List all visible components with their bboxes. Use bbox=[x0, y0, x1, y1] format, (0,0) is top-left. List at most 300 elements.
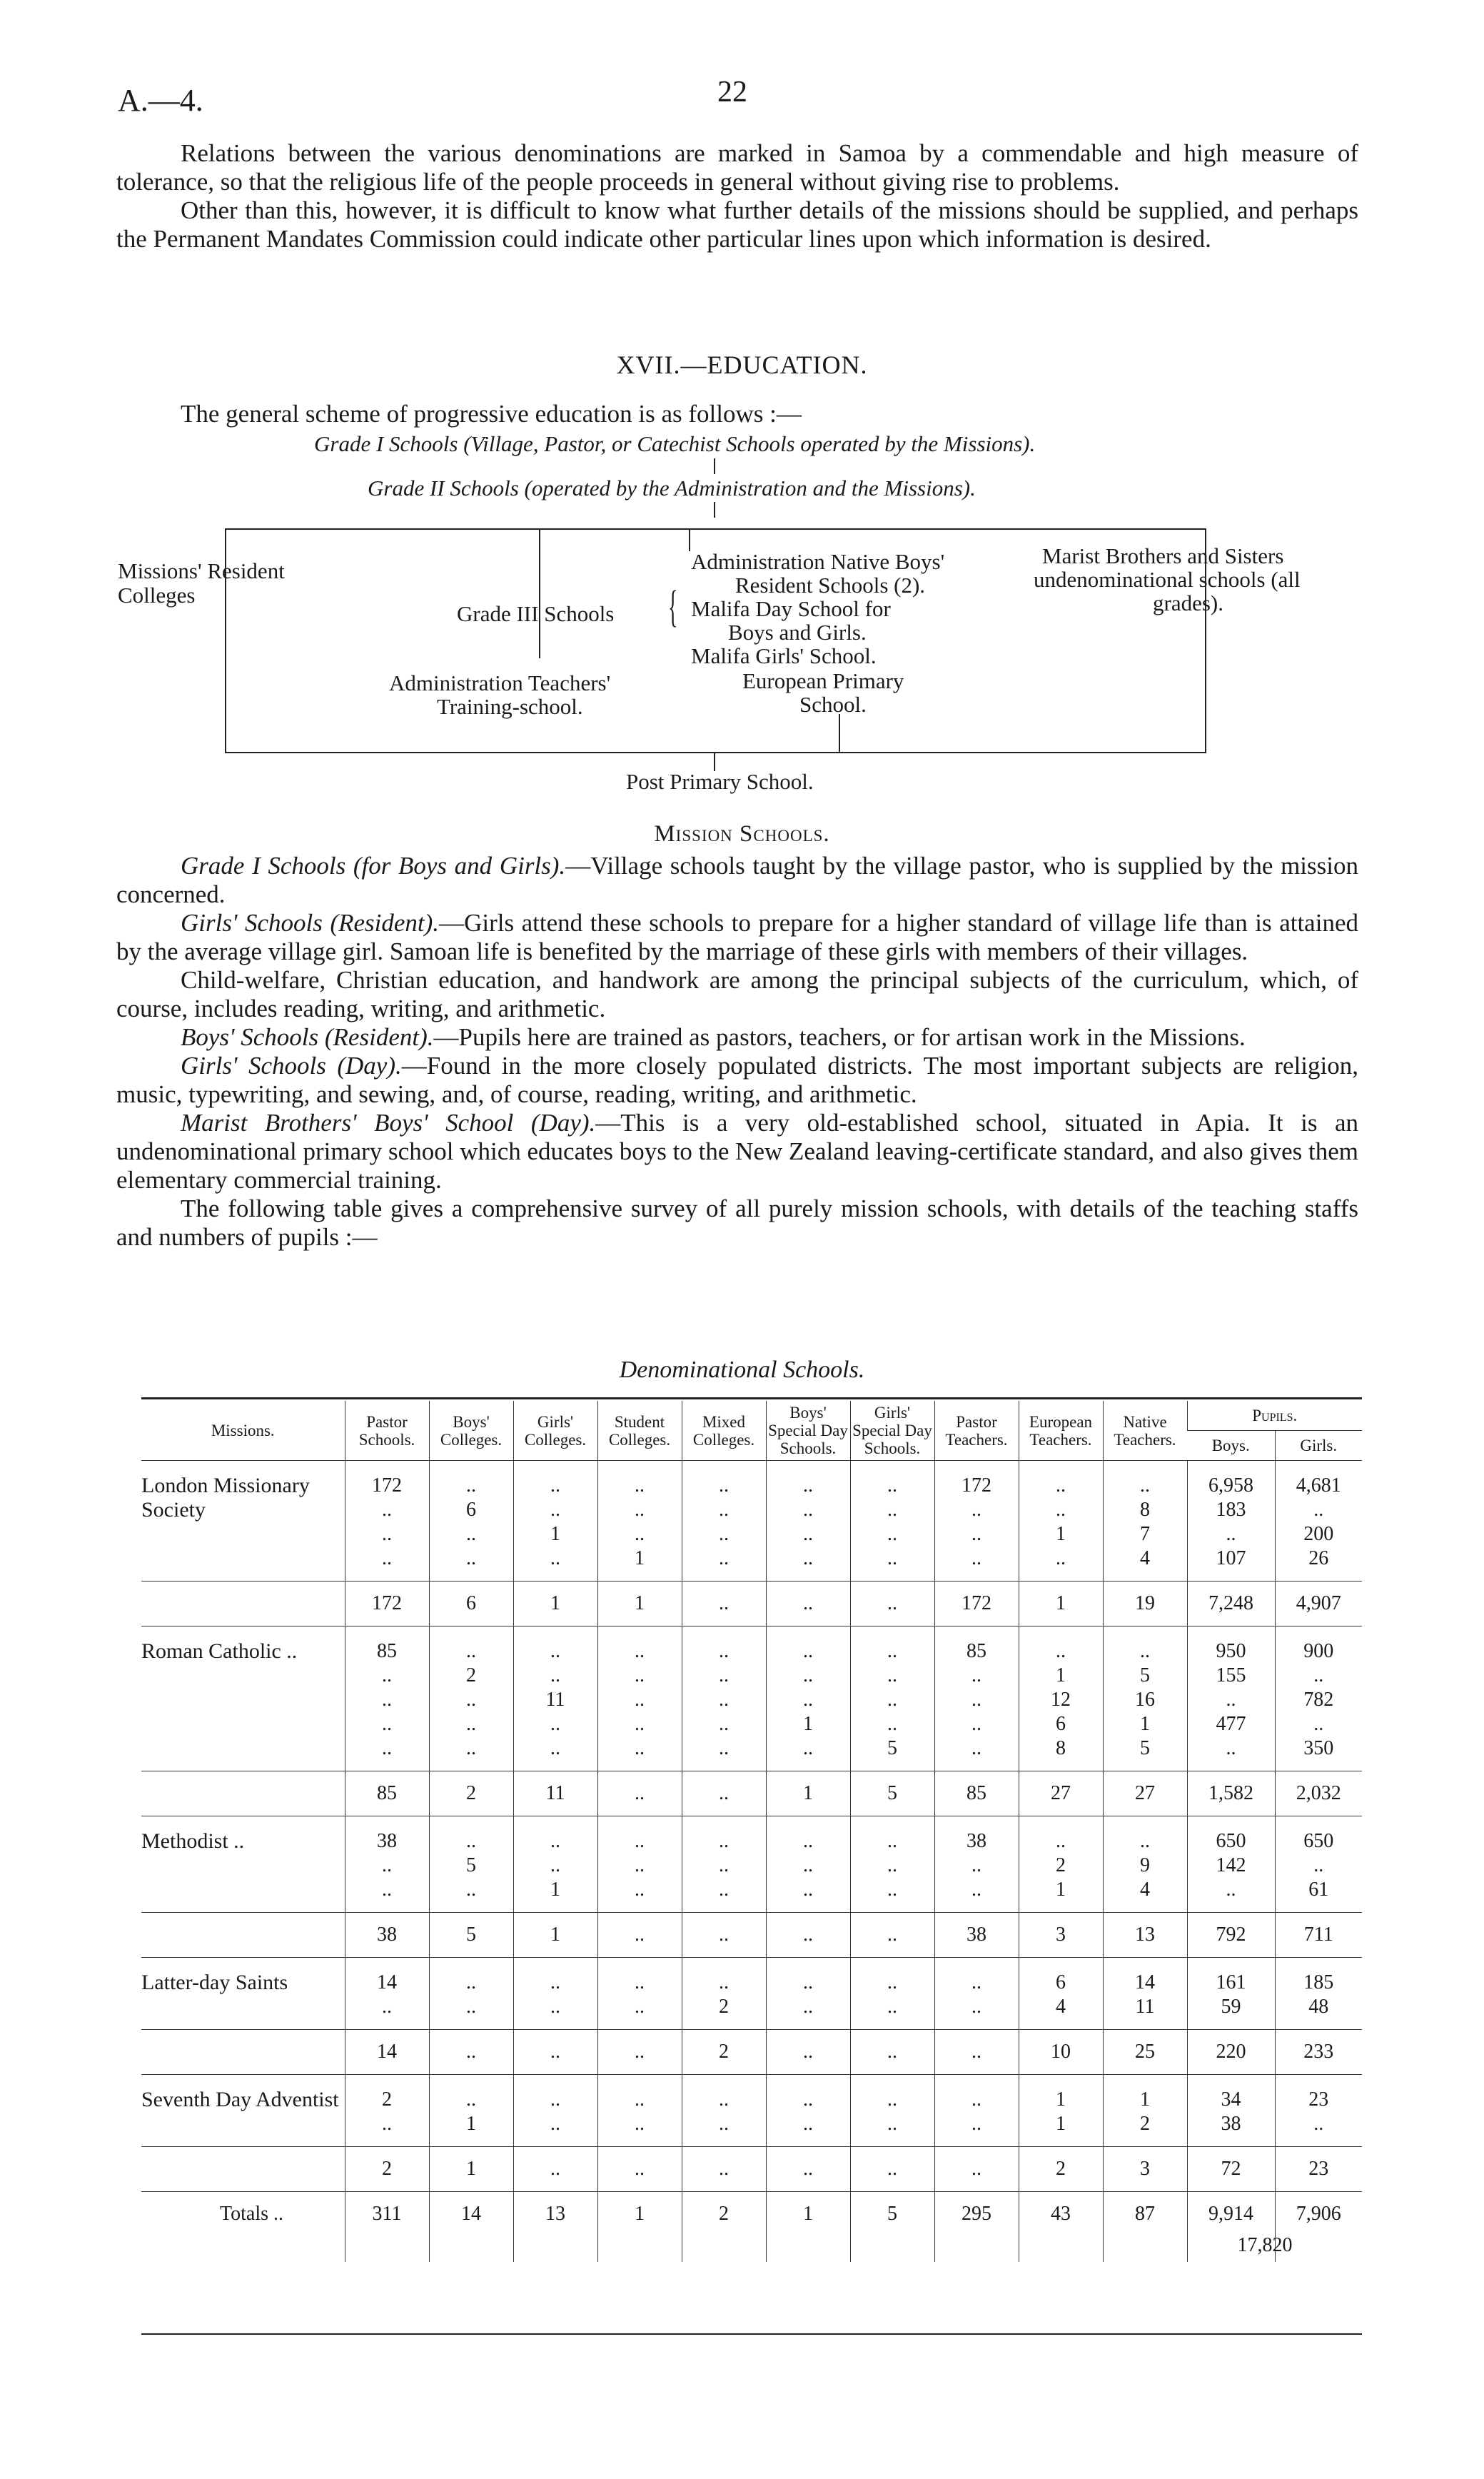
table-cell bbox=[1103, 1958, 1187, 2030]
subtotal-cell: .. bbox=[766, 2147, 850, 2192]
col-missions: Missions. bbox=[141, 1401, 345, 1461]
cell-value: .. bbox=[803, 2113, 813, 2135]
cell-value: .. bbox=[719, 1689, 729, 1711]
cell-value: 85 bbox=[377, 1640, 397, 1662]
subtotal-cell: 2 bbox=[682, 2030, 766, 2075]
cell-value: .. bbox=[382, 1996, 392, 2018]
cell-value: 295 bbox=[961, 2203, 991, 2225]
cell-value: .. bbox=[719, 1737, 729, 1759]
cell-value: 1 bbox=[1056, 1523, 1066, 1545]
mission-group-row bbox=[141, 1461, 1362, 1582]
subtotal-cell: 85 bbox=[934, 1771, 1019, 1816]
table-cell bbox=[513, 1958, 597, 2030]
admin-native-line1: Administration Native Boys' bbox=[691, 549, 945, 574]
paragraph-lead: Boys' Schools (Resident). bbox=[181, 1023, 434, 1051]
subtotal-cell: .. bbox=[934, 2147, 1019, 2192]
subtotal-cell: .. bbox=[850, 2147, 934, 2192]
table-cell bbox=[1187, 2075, 1275, 2147]
cell-value: 6,958 bbox=[1208, 1474, 1253, 1497]
cell-value: 1 bbox=[803, 1713, 813, 1735]
malifa-day-line1: Malifa Day School for bbox=[691, 596, 891, 621]
cell-value: .. bbox=[466, 2088, 476, 2111]
cell-value: .. bbox=[550, 1547, 560, 1569]
cell-value: .. bbox=[1226, 1523, 1236, 1545]
section-heading: XVII.—EDUCATION. bbox=[616, 351, 868, 379]
cell-value: .. bbox=[971, 1879, 981, 1901]
cell-value: .. bbox=[635, 1523, 645, 1545]
cell-value: .. bbox=[466, 1713, 476, 1735]
cell-value: 1 bbox=[1140, 2088, 1150, 2111]
subtotal-cell: 11 bbox=[513, 1771, 597, 1816]
cell-value: .. bbox=[719, 1854, 729, 1876]
subtotal-cell: 2 bbox=[345, 2147, 429, 2192]
table-cell bbox=[141, 1913, 345, 1958]
cell-value: .. bbox=[971, 1689, 981, 1711]
cell-value: 16 bbox=[1135, 1689, 1155, 1711]
col-girls: Girls. bbox=[1275, 1430, 1362, 1460]
col-girls-colleges: Girls' Colleges. bbox=[513, 1401, 597, 1461]
cell-value: 61 bbox=[1308, 1879, 1329, 1901]
subtotal-cell: 10 bbox=[1019, 2030, 1103, 2075]
totals-cell bbox=[934, 2192, 1019, 2263]
intro-paragraph-2: Other than this, however, it is difficult to know what further details of the missions should be supplied, and perhaps the Permanent Mandates Commission could indicate other particular lines upon which information is desired. bbox=[116, 196, 1358, 253]
cell-value: 6 bbox=[1056, 1713, 1066, 1735]
table-cell bbox=[345, 2075, 429, 2147]
cell-value: .. bbox=[719, 2088, 729, 2111]
paragraph-text: —Village schools taught by the village pastor, who is supplied by the mission concerned. bbox=[116, 852, 1358, 908]
table-cell bbox=[597, 2075, 682, 2147]
table-cell bbox=[1019, 1816, 1103, 1913]
cell-value: .. bbox=[635, 1713, 645, 1735]
mission-paragraph bbox=[116, 1195, 1358, 1252]
connector bbox=[839, 714, 840, 753]
diagram-bottom-rule bbox=[225, 752, 1206, 753]
cell-value: 38 bbox=[966, 1830, 986, 1852]
subtotal-cell: 1 bbox=[1019, 1582, 1103, 1626]
cell-value: .. bbox=[1140, 1640, 1150, 1662]
cell-value: 311 bbox=[372, 2203, 402, 2225]
cell-value: 11 bbox=[1135, 1996, 1155, 2018]
cell-value: .. bbox=[550, 1854, 560, 1876]
table-cell bbox=[1103, 1816, 1187, 1913]
mission-name: Latter-day Saints bbox=[141, 1971, 288, 1994]
cell-value: 5 bbox=[1140, 1664, 1150, 1686]
cell-value: 8 bbox=[1056, 1737, 1066, 1759]
cell-value: 14 bbox=[1135, 1971, 1155, 1993]
cell-value: .. bbox=[803, 1854, 813, 1876]
cell-value: .. bbox=[635, 1499, 645, 1521]
cell-value: .. bbox=[887, 1547, 897, 1569]
cell-value: .. bbox=[382, 1713, 392, 1735]
cell-value: .. bbox=[466, 1547, 476, 1569]
table-cell bbox=[682, 2075, 766, 2147]
mission-name: Methodist .. bbox=[141, 1829, 245, 1853]
cell-value: .. bbox=[719, 1713, 729, 1735]
cell-value: .. bbox=[719, 1830, 729, 1852]
subtotal-cell: 27 bbox=[1019, 1771, 1103, 1816]
table-cell bbox=[766, 1958, 850, 2030]
table-title: Denominational Schools. bbox=[619, 1357, 865, 1383]
cell-value: 183 bbox=[1216, 1499, 1246, 1521]
document-reference: A.—4. bbox=[118, 83, 203, 118]
table-cell bbox=[429, 1461, 513, 1582]
totals-cell bbox=[766, 2192, 850, 2263]
col-student-colleges: Student Colleges. bbox=[597, 1401, 682, 1461]
cell-value: .. bbox=[887, 1664, 897, 1686]
table-cell bbox=[345, 1816, 429, 1913]
table-cell bbox=[682, 1816, 766, 1913]
cell-value: .. bbox=[887, 1713, 897, 1735]
table-cell bbox=[141, 2147, 345, 2192]
cell-value: .. bbox=[803, 1971, 813, 1993]
cell-value: .. bbox=[466, 1640, 476, 1662]
cell-value: .. bbox=[382, 1737, 392, 1759]
table-bottom-rule bbox=[141, 2333, 1362, 2335]
cell-value: .. bbox=[803, 1664, 813, 1686]
col-native-teachers: Native Teachers. bbox=[1103, 1401, 1187, 1461]
cell-value: .. bbox=[550, 2088, 560, 2111]
european-line2: School. bbox=[799, 692, 867, 717]
cell-value: 8 bbox=[1140, 1499, 1150, 1521]
cell-value: 14 bbox=[461, 2203, 481, 2225]
paragraph-text: —Found in the more closely populated districts. The most important subjects are religion, music, typewriting, and sewing, and, of course, reading, writing, and arithmetic. bbox=[116, 1052, 1358, 1108]
cell-value: .. bbox=[719, 2113, 729, 2135]
totals-cell bbox=[1019, 2192, 1103, 2263]
mission-paragraph bbox=[116, 1109, 1358, 1195]
cell-value: .. bbox=[550, 2113, 560, 2135]
scheme-intro: The general scheme of progressive education is as follows :— bbox=[181, 400, 802, 428]
cell-value: 38 bbox=[377, 1830, 397, 1852]
subtotal-cell: 1 bbox=[429, 2147, 513, 2192]
cell-value: 172 bbox=[372, 1474, 402, 1497]
cell-value: 155 bbox=[1216, 1664, 1246, 1686]
totals-cell bbox=[1103, 2192, 1187, 2263]
table-cell bbox=[766, 1816, 850, 1913]
cell-value: .. bbox=[971, 1854, 981, 1876]
cell-value: .. bbox=[719, 1523, 729, 1545]
connector bbox=[689, 530, 690, 551]
table-cell bbox=[766, 1626, 850, 1771]
subtotal-cell: 233 bbox=[1275, 2030, 1362, 2075]
intro-section bbox=[116, 139, 1358, 253]
teachers-line1: Administration Teachers' bbox=[389, 670, 611, 695]
cell-value: .. bbox=[1226, 1689, 1236, 1711]
subtotal-cell: .. bbox=[682, 2147, 766, 2192]
subtotal-row bbox=[141, 1913, 1362, 1958]
table-cell bbox=[1275, 1626, 1362, 1771]
table-cell bbox=[850, 1626, 934, 1771]
cell-value: .. bbox=[887, 1996, 897, 2018]
col-girls-special-day: Girls' Special Day Schools. bbox=[850, 1401, 934, 1461]
connector bbox=[539, 530, 540, 658]
cell-value: .. bbox=[635, 2088, 645, 2111]
cell-value: .. bbox=[1056, 1547, 1066, 1569]
table-cell bbox=[682, 1626, 766, 1771]
table-cell bbox=[1103, 1461, 1187, 1582]
subtotal-cell: 38 bbox=[345, 1913, 429, 1958]
cell-value: .. bbox=[635, 1996, 645, 2018]
cell-value: .. bbox=[550, 1499, 560, 1521]
cell-value: .. bbox=[382, 1664, 392, 1686]
connector bbox=[714, 502, 715, 518]
cell-value: .. bbox=[971, 1664, 981, 1686]
subtotal-cell: 25 bbox=[1103, 2030, 1187, 2075]
subtotal-cell: 5 bbox=[429, 1913, 513, 1958]
connector bbox=[714, 458, 715, 474]
subtotal-cell: .. bbox=[682, 1771, 766, 1816]
subtotal-cell: 2 bbox=[429, 1771, 513, 1816]
cell-value: 950 bbox=[1216, 1640, 1246, 1662]
table-cell bbox=[513, 1816, 597, 1913]
mission-name: Roman Catholic .. bbox=[141, 1639, 298, 1663]
cell-value: 2 bbox=[719, 1996, 729, 2018]
cell-value: .. bbox=[635, 1854, 645, 1876]
cell-value: .. bbox=[719, 1499, 729, 1521]
mission-name: Seventh Day Adventist bbox=[141, 2088, 339, 2111]
marist-line1: Marist Brothers and Sisters bbox=[1042, 543, 1284, 568]
subtotal-row bbox=[141, 2030, 1362, 2075]
cell-value: 5 bbox=[1140, 1737, 1150, 1759]
cell-value: .. bbox=[1056, 1499, 1066, 1521]
mission-group-row bbox=[141, 1958, 1362, 2030]
cell-value: 185 bbox=[1303, 1971, 1334, 1993]
cell-value: 350 bbox=[1303, 1737, 1334, 1759]
subtotal-cell: 2,032 bbox=[1275, 1771, 1362, 1816]
cell-value: 6 bbox=[466, 1499, 476, 1521]
col-european-teachers: European Teachers. bbox=[1019, 1401, 1103, 1461]
cell-value: .. bbox=[1056, 1640, 1066, 1662]
missions-colleges-label: Missions' Resident Colleges bbox=[118, 558, 285, 608]
subtotal-cell: .. bbox=[597, 1913, 682, 1958]
cell-value: .. bbox=[887, 1499, 897, 1521]
table-cell bbox=[345, 1958, 429, 2030]
cell-value: .. bbox=[803, 1737, 813, 1759]
cell-value: .. bbox=[887, 1523, 897, 1545]
table-cell bbox=[1103, 2075, 1187, 2147]
table-cell bbox=[1019, 2075, 1103, 2147]
cell-value: 1 bbox=[1056, 1664, 1066, 1686]
paragraph-text: The following table gives a comprehensive survey of all purely mission schools, with details of the teaching staffs and numbers of pupils :— bbox=[116, 1195, 1358, 1251]
subtotal-cell: 1 bbox=[597, 1582, 682, 1626]
mission-group-row bbox=[141, 2075, 1362, 2147]
table-cell bbox=[1187, 1626, 1275, 1771]
cell-value: 2 bbox=[1140, 2113, 1150, 2135]
subtotal-cell: .. bbox=[766, 1582, 850, 1626]
subtotal-cell: 1,582 bbox=[1187, 1771, 1275, 1816]
cell-value: 900 bbox=[1303, 1640, 1334, 1662]
table-cell bbox=[934, 1816, 1019, 1913]
cell-value: 26 bbox=[1308, 1547, 1329, 1569]
cell-value: .. bbox=[971, 1547, 981, 1569]
table-cell bbox=[682, 1461, 766, 1582]
cell-value: .. bbox=[1313, 2113, 1324, 2135]
cell-value: .. bbox=[382, 1854, 392, 1876]
cell-value: .. bbox=[887, 1879, 897, 1901]
paragraph-text: —Pupils here are trained as pastors, teachers, or for artisan work in the Missions. bbox=[433, 1023, 1246, 1051]
cell-value: 1 bbox=[466, 2113, 476, 2135]
cell-value: 477 bbox=[1216, 1713, 1246, 1735]
table-body bbox=[141, 1461, 1362, 2263]
mission-paragraph bbox=[116, 966, 1358, 1023]
cell-value: .. bbox=[803, 1547, 813, 1569]
cell-value: .. bbox=[550, 1971, 560, 1993]
cell-value: 48 bbox=[1308, 1996, 1329, 2018]
subtotal-cell: .. bbox=[597, 2147, 682, 2192]
cell-value: 5 bbox=[887, 1737, 897, 1759]
cell-value: .. bbox=[1313, 1713, 1324, 1735]
cell-value: .. bbox=[550, 1474, 560, 1497]
cell-value: .. bbox=[382, 1523, 392, 1545]
cell-value: .. bbox=[466, 1971, 476, 1993]
table-cell bbox=[429, 1958, 513, 2030]
cell-value: 107 bbox=[1216, 1547, 1246, 1569]
cell-value: .. bbox=[466, 1737, 476, 1759]
subtotal-cell: 5 bbox=[850, 1771, 934, 1816]
table-cell bbox=[141, 1771, 345, 1816]
cell-value: 38 bbox=[1221, 2113, 1241, 2135]
subtotal-cell: 72 bbox=[1187, 2147, 1275, 2192]
cell-value: .. bbox=[550, 1713, 560, 1735]
cell-value: .. bbox=[803, 1830, 813, 1852]
subtotal-cell: 2 bbox=[1019, 2147, 1103, 2192]
cell-value: .. bbox=[887, 1640, 897, 1662]
totals-row bbox=[141, 2192, 1362, 2263]
table-cell bbox=[934, 1461, 1019, 1582]
cell-value: .. bbox=[466, 1830, 476, 1852]
mission-paragraph bbox=[116, 1052, 1358, 1109]
cell-value: .. bbox=[971, 2113, 981, 2135]
subtotal-cell: .. bbox=[850, 1913, 934, 1958]
cell-value: .. bbox=[635, 1737, 645, 1759]
cell-value: 1 bbox=[550, 1523, 560, 1545]
mission-group-row bbox=[141, 1626, 1362, 1771]
cell-value: 172 bbox=[961, 1474, 991, 1497]
table-cell bbox=[934, 2075, 1019, 2147]
cell-value: .. bbox=[550, 1664, 560, 1686]
paragraph-lead: Girls' Schools (Day). bbox=[181, 1052, 402, 1080]
cell-value: 23 bbox=[1308, 2088, 1329, 2111]
mission-name: London Missionary Society bbox=[141, 1474, 310, 1522]
subtotal-cell: 1 bbox=[766, 1771, 850, 1816]
table-cell bbox=[597, 1958, 682, 2030]
cell-value: .. bbox=[466, 1879, 476, 1901]
cell-value: .. bbox=[971, 1713, 981, 1735]
table-cell bbox=[141, 2030, 345, 2075]
subtotal-cell: 3 bbox=[1103, 2147, 1187, 2192]
table-cell bbox=[1275, 1461, 1362, 1582]
subtotal-cell: 19 bbox=[1103, 1582, 1187, 1626]
subtotal-cell: 172 bbox=[934, 1582, 1019, 1626]
cell-value: 14 bbox=[377, 1971, 397, 1993]
subtotal-cell: 27 bbox=[1103, 1771, 1187, 1816]
cell-value: .. bbox=[719, 1971, 729, 1993]
cell-value: .. bbox=[1313, 1499, 1324, 1521]
totals-cell bbox=[1187, 2192, 1293, 2263]
table-cell bbox=[934, 1958, 1019, 2030]
grand-total-pupils: 17,820 bbox=[1237, 2234, 1293, 2256]
cell-value: 1 bbox=[1140, 1713, 1150, 1735]
cell-value: .. bbox=[971, 2088, 981, 2111]
cell-value: 782 bbox=[1303, 1689, 1334, 1711]
cell-value: 12 bbox=[1051, 1689, 1071, 1711]
table-cell bbox=[766, 1461, 850, 1582]
mission-paragraph bbox=[116, 1023, 1358, 1052]
intro-paragraph-1: Relations between the various denominations are marked in Samoa by a commendable and high measure of tolerance, so that the religious life of the people proceeds in general without giving rise to problems. bbox=[116, 139, 1358, 196]
table-cell bbox=[429, 2075, 513, 2147]
cell-value: .. bbox=[803, 1499, 813, 1521]
cell-value: 85 bbox=[966, 1640, 986, 1662]
mission-group-row bbox=[141, 1816, 1362, 1913]
cell-value: .. bbox=[887, 2113, 897, 2135]
cell-value: 5 bbox=[466, 1854, 476, 1876]
cell-value: .. bbox=[635, 2113, 645, 2135]
cell-value: 1 bbox=[803, 2203, 813, 2225]
table-cell bbox=[1187, 1958, 1275, 2030]
cell-value: .. bbox=[382, 1499, 392, 1521]
cell-value: .. bbox=[803, 1879, 813, 1901]
mission-schools-section bbox=[116, 852, 1358, 1252]
subtotal-cell: 792 bbox=[1187, 1913, 1275, 1958]
cell-value: 1 bbox=[550, 1879, 560, 1901]
cell-value: .. bbox=[887, 1474, 897, 1497]
subtotal-cell: .. bbox=[766, 1913, 850, 1958]
subtotal-cell: 1 bbox=[513, 1582, 597, 1626]
cell-value: .. bbox=[1056, 1474, 1066, 1497]
table-cell bbox=[597, 1461, 682, 1582]
table-cell bbox=[141, 1582, 345, 1626]
table-cell bbox=[345, 1626, 429, 1771]
col-pastor-teachers: Pastor Teachers. bbox=[934, 1401, 1019, 1461]
table-cell bbox=[597, 1816, 682, 1913]
cell-value: 11 bbox=[545, 1689, 565, 1711]
col-mixed-colleges: Mixed Colleges. bbox=[682, 1401, 766, 1461]
table-cell bbox=[513, 2075, 597, 2147]
totals-cell bbox=[429, 2192, 513, 2263]
cell-value: 2 bbox=[466, 1664, 476, 1686]
malifa-girls: Malifa Girls' School. bbox=[691, 643, 877, 668]
cell-value: .. bbox=[382, 1547, 392, 1569]
denominational-schools-table bbox=[141, 1401, 1362, 2262]
table-cell bbox=[850, 2075, 934, 2147]
subtotal-row bbox=[141, 1771, 1362, 1816]
paragraph-lead: Girls' Schools (Resident). bbox=[181, 909, 440, 937]
brace-glyph: { bbox=[668, 583, 678, 631]
subtotal-cell: .. bbox=[682, 1913, 766, 1958]
cell-value: .. bbox=[803, 2088, 813, 2111]
cell-value: 13 bbox=[545, 2203, 565, 2225]
cell-value: .. bbox=[719, 1879, 729, 1901]
paragraph-lead: Marist Brothers' Boys' School (Day). bbox=[181, 1109, 596, 1137]
subtotal-cell: 23 bbox=[1275, 2147, 1362, 2192]
table-cell bbox=[1019, 1958, 1103, 2030]
cell-value: 59 bbox=[1221, 1996, 1241, 2018]
subtotal-cell: 13 bbox=[1103, 1913, 1187, 1958]
col-boys-colleges: Boys' Colleges. bbox=[429, 1401, 513, 1461]
cell-value: .. bbox=[887, 1971, 897, 1993]
cell-value: 4 bbox=[1056, 1996, 1066, 2018]
subtotal-cell: 85 bbox=[345, 1771, 429, 1816]
totals-cell bbox=[850, 2192, 934, 2263]
cell-value: .. bbox=[971, 1971, 981, 1993]
cell-value: .. bbox=[719, 1640, 729, 1662]
table-cell bbox=[1275, 1958, 1362, 2030]
cell-value: .. bbox=[803, 1474, 813, 1497]
scheme-intro-container bbox=[116, 400, 1358, 428]
subtotal-cell: .. bbox=[850, 2030, 934, 2075]
grade3-label: Grade III Schools bbox=[457, 601, 615, 626]
cell-value: .. bbox=[971, 1996, 981, 2018]
cell-value: .. bbox=[719, 1547, 729, 1569]
